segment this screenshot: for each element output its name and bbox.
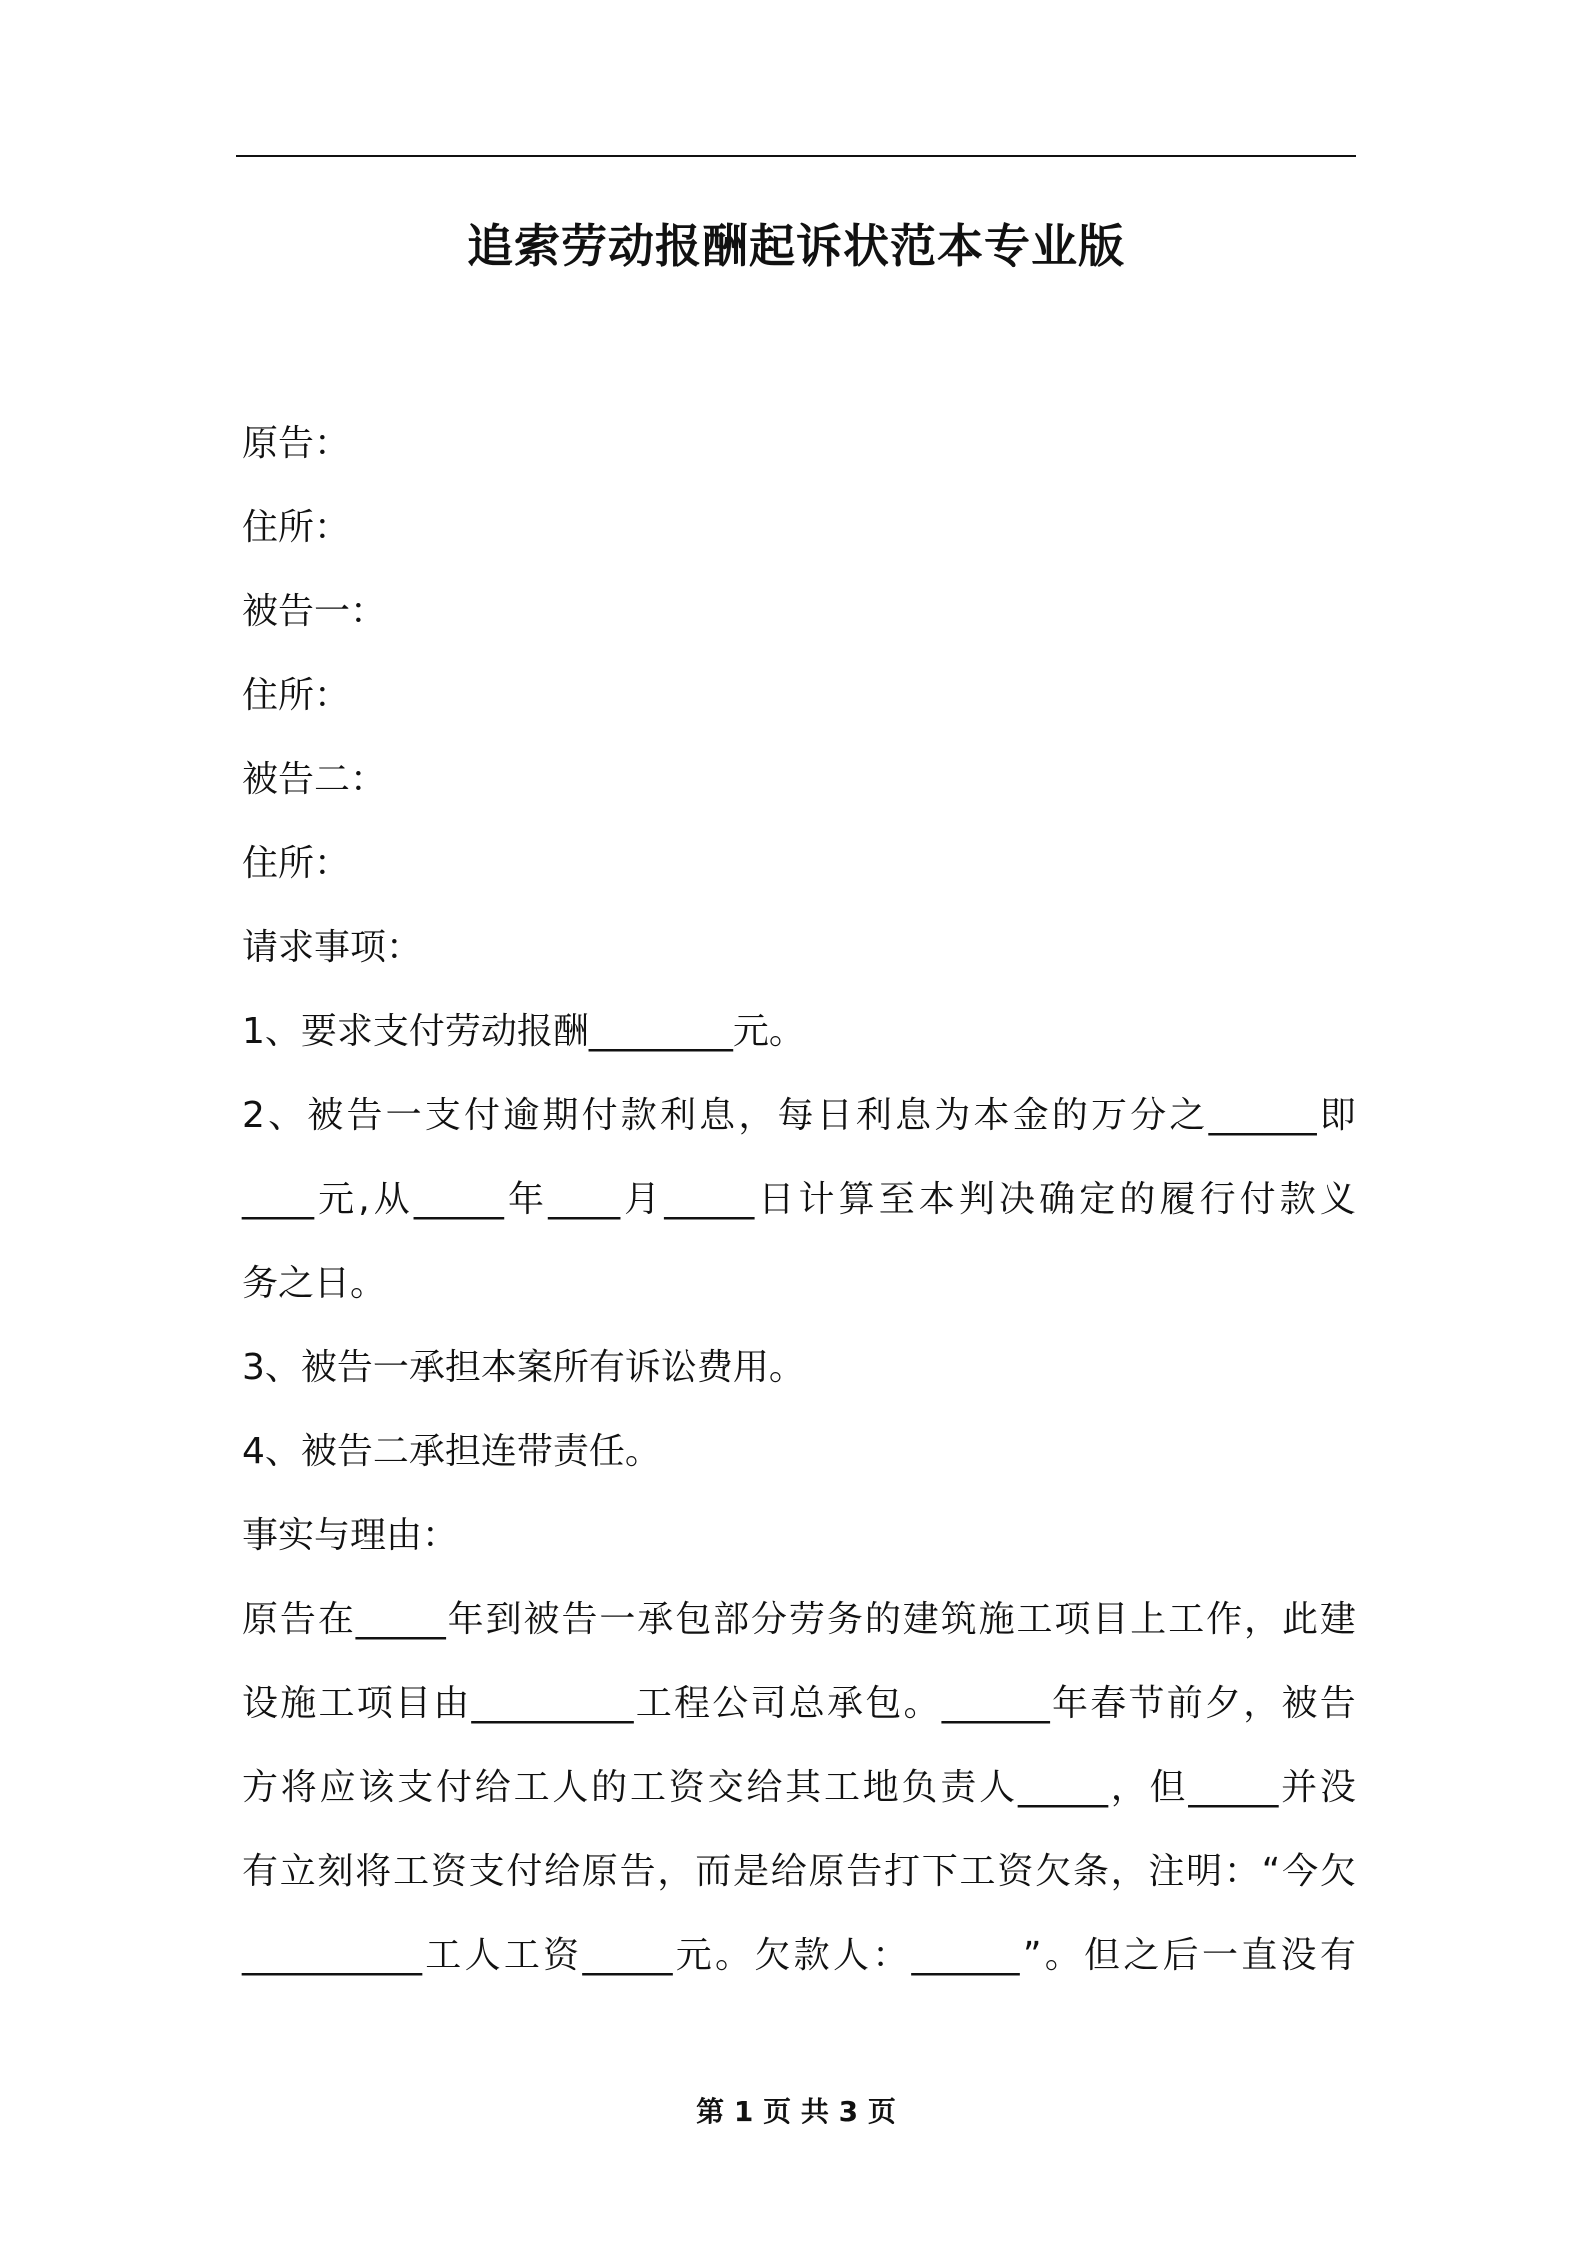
- text-run: 但: [1084, 1935, 1121, 1976]
- text-run: ：: [872, 1935, 909, 1976]
- text-run: _____: [355, 1599, 446, 1640]
- text-run: 2: [242, 1095, 265, 1136]
- text-run: _____: [664, 1179, 755, 1220]
- text-run: 设: [242, 1683, 279, 1724]
- text-run: 、: [268, 1095, 305, 1136]
- text-run: 资: [997, 1851, 1034, 1892]
- text-run: 该: [358, 1767, 395, 1808]
- text-run: 包: [865, 1683, 902, 1724]
- text-run: 息: [699, 1095, 736, 1136]
- text-run: 息: [895, 1095, 932, 1136]
- text-run: 由: [433, 1683, 470, 1724]
- text-run: 支: [468, 1851, 505, 1892]
- text-run: 。: [903, 1683, 940, 1724]
- claim-item-1: 1、要求支付劳动报酬________元。: [242, 1011, 805, 1052]
- text-run: 告: [346, 1095, 383, 1136]
- facts-paragraph-line-1: [242, 1578, 1356, 1662]
- text-run: 工: [1168, 1599, 1205, 1640]
- text-run: 但: [1149, 1767, 1186, 1808]
- text-run: ，: [1110, 1851, 1147, 1892]
- text-run: 决: [999, 1179, 1036, 1220]
- text-run: 资: [543, 1935, 580, 1976]
- text-run: 务: [826, 1599, 863, 1640]
- text-run: 支: [397, 1767, 434, 1808]
- claim-item-4: 4、被告二承担连带责任。: [242, 1431, 661, 1472]
- text-run: 立: [279, 1851, 316, 1892]
- text-run: 原: [242, 1599, 279, 1640]
- text-run: 总: [788, 1683, 825, 1724]
- text-run: 一: [1201, 1935, 1238, 1976]
- text-run: 告: [561, 1599, 598, 1640]
- facts-paragraph-line-5: [242, 1914, 1356, 1998]
- text-run: 给: [770, 1851, 807, 1892]
- text-run: 目: [1092, 1599, 1129, 1640]
- text-run: 交: [707, 1767, 744, 1808]
- text-run: 上: [1130, 1599, 1167, 1640]
- text-run: 行: [1199, 1179, 1236, 1220]
- text-run: 有: [1319, 1935, 1356, 1976]
- text-run: 劳: [788, 1599, 825, 1640]
- text-run: 应: [319, 1767, 356, 1808]
- text-run: 工: [393, 1851, 430, 1892]
- text-run: 付: [435, 1767, 472, 1808]
- document-title: 追索劳动报酬起诉状范本专业版: [467, 219, 1125, 273]
- document-body: [242, 402, 1356, 1998]
- text-run: 工: [635, 1683, 672, 1724]
- text-run: 目: [395, 1683, 432, 1724]
- text-run: _____: [582, 1935, 673, 1976]
- text-run: 项: [1054, 1599, 1091, 1640]
- text-run: 给: [746, 1767, 783, 1808]
- text-run: 付: [506, 1851, 543, 1892]
- text-run: 分: [1130, 1095, 1167, 1136]
- text-run: 的: [1119, 1179, 1156, 1220]
- text-run: 打: [884, 1851, 921, 1892]
- text-run: 节: [1128, 1683, 1165, 1724]
- text-run: _____: [1017, 1767, 1108, 1808]
- text-run: 款: [1279, 1179, 1316, 1220]
- text-run: 的: [1051, 1095, 1088, 1136]
- text-run: 年: [507, 1179, 544, 1220]
- text-run: 被: [307, 1095, 344, 1136]
- claims-heading: 请求事项：: [242, 927, 423, 968]
- text-run: ”: [1022, 1935, 1042, 1976]
- text-run: 后: [1162, 1935, 1199, 1976]
- text-run: _________: [471, 1683, 634, 1724]
- text-run: ,: [358, 1179, 370, 1220]
- text-run: 司: [750, 1683, 787, 1724]
- text-run: 将: [280, 1767, 317, 1808]
- text-run: 履: [1159, 1179, 1196, 1220]
- text-run: 是: [732, 1851, 769, 1892]
- text-run: 告: [1319, 1683, 1356, 1724]
- text-run: 工: [1016, 1599, 1053, 1640]
- defendant-one-address-line: 住所：: [242, 675, 351, 716]
- text-run: 而: [695, 1851, 732, 1892]
- text-run: _____: [413, 1179, 504, 1220]
- text-run: 资: [430, 1851, 467, 1892]
- text-run: 承: [826, 1683, 863, 1724]
- text-run: 有: [242, 1851, 279, 1892]
- text-run: 给: [474, 1767, 511, 1808]
- text-run: 分: [751, 1599, 788, 1640]
- text-run: 工: [629, 1767, 666, 1808]
- text-run: 之: [1123, 1935, 1160, 1976]
- text-run: 一: [599, 1599, 636, 1640]
- text-run: 本: [973, 1095, 1010, 1136]
- text-run: 欠: [754, 1935, 791, 1976]
- text-run: 的: [591, 1767, 628, 1808]
- text-run: 条: [1072, 1851, 1109, 1892]
- text-run: 付: [464, 1095, 501, 1136]
- facts-paragraph-line-4: [242, 1830, 1356, 1914]
- text-run: 万: [1091, 1095, 1128, 1136]
- text-run: 前: [1166, 1683, 1203, 1724]
- text-run: 并: [1281, 1767, 1318, 1808]
- text-run: 夕: [1204, 1683, 1241, 1724]
- text-run: 建: [902, 1599, 939, 1640]
- text-run: 一: [385, 1095, 422, 1136]
- text-run: 施: [978, 1599, 1015, 1640]
- text-run: ______: [1208, 1095, 1317, 1136]
- text-run: 。: [1044, 1935, 1081, 1976]
- text-run: 工: [513, 1767, 550, 1808]
- text-run: 给: [544, 1851, 581, 1892]
- text-run: ______: [911, 1935, 1020, 1976]
- claim-item-2-line-1: [242, 1074, 1356, 1158]
- text-run: 月: [624, 1179, 661, 1220]
- text-run: ____: [548, 1179, 621, 1220]
- text-run: 日: [758, 1179, 795, 1220]
- text-run: 工: [959, 1851, 996, 1892]
- text-run: ，: [738, 1095, 775, 1136]
- text-run: 责: [940, 1767, 977, 1808]
- text-run: 负: [901, 1767, 938, 1808]
- text-run: 确: [1039, 1179, 1076, 1220]
- page-number-footer: 第 1 页 共 3 页: [696, 2095, 896, 2128]
- text-run: 原: [581, 1851, 618, 1892]
- text-run: 下: [921, 1851, 958, 1892]
- defendant-two-line: 被告二：: [242, 759, 387, 800]
- text-run: ______: [941, 1683, 1050, 1724]
- text-run: 工: [425, 1935, 462, 1976]
- text-run: ，: [1244, 1599, 1281, 1640]
- text-run: 其: [785, 1767, 822, 1808]
- text-run: 被: [1281, 1683, 1318, 1724]
- text-run: 年: [1051, 1683, 1088, 1724]
- text-run: ：: [1223, 1851, 1260, 1892]
- header-rule: [236, 155, 1356, 157]
- text-run: 今: [1282, 1851, 1319, 1892]
- text-run: 作: [1206, 1599, 1243, 1640]
- text-run: 元: [675, 1935, 712, 1976]
- text-run: 人: [979, 1767, 1016, 1808]
- text-run: 义: [1319, 1179, 1356, 1220]
- text-run: 到: [485, 1599, 522, 1640]
- text-run: 至: [878, 1179, 915, 1220]
- text-run: 款: [620, 1095, 657, 1136]
- text-run: 欠: [1035, 1851, 1072, 1892]
- text-run: 明: [1186, 1851, 1223, 1892]
- text-run: 建: [1319, 1599, 1356, 1640]
- text-run: 地: [862, 1767, 899, 1808]
- text-run: 元: [318, 1179, 355, 1220]
- text-run: 利: [659, 1095, 696, 1136]
- text-run: __________: [242, 1935, 422, 1976]
- text-run: “: [1261, 1851, 1281, 1892]
- text-run: 期: [542, 1095, 579, 1136]
- text-run: 金: [1012, 1095, 1049, 1136]
- text-run: 没: [1319, 1767, 1356, 1808]
- text-run: ____: [242, 1179, 314, 1220]
- text-run: 计: [798, 1179, 835, 1220]
- facts-heading: 事实与理由：: [242, 1515, 459, 1556]
- text-run: 告: [279, 1599, 316, 1640]
- text-run: 资: [668, 1767, 705, 1808]
- text-run: 告: [619, 1851, 656, 1892]
- text-run: 施: [280, 1683, 317, 1724]
- plaintiff-address-line: 住所：: [242, 507, 351, 548]
- text-run: 为: [934, 1095, 971, 1136]
- text-run: 包: [675, 1599, 712, 1640]
- text-run: 。: [715, 1935, 752, 1976]
- text-run: 支: [424, 1095, 461, 1136]
- text-run: 工: [823, 1767, 860, 1808]
- facts-paragraph-line-2: [242, 1662, 1356, 1746]
- text-run: 告: [846, 1851, 883, 1892]
- text-run: 利: [855, 1095, 892, 1136]
- text-run: 付: [1239, 1179, 1276, 1220]
- text-run: 从: [373, 1179, 410, 1220]
- claim-item-3: 3、被告一承担本案所有诉讼费用。: [242, 1347, 805, 1388]
- text-run: 之: [1169, 1095, 1206, 1136]
- text-run: 工: [503, 1935, 540, 1976]
- text-run: ，: [657, 1851, 694, 1892]
- text-run: 人: [552, 1767, 589, 1808]
- text-run: 人: [832, 1935, 869, 1976]
- text-run: 部: [713, 1599, 750, 1640]
- text-run: 筑: [940, 1599, 977, 1640]
- text-run: 判: [958, 1179, 995, 1220]
- text-run: 程: [673, 1683, 710, 1724]
- facts-paragraph-line-3: [242, 1746, 1356, 1830]
- text-run: 人: [464, 1935, 501, 1976]
- text-run: 公: [712, 1683, 749, 1724]
- text-run: ，: [1110, 1767, 1147, 1808]
- text-run: 项: [356, 1683, 393, 1724]
- text-run: 欠: [1319, 1851, 1356, 1892]
- text-run: 本: [918, 1179, 955, 1220]
- text-run: 定: [1079, 1179, 1116, 1220]
- text-run: 每: [777, 1095, 814, 1136]
- text-run: 款: [793, 1935, 830, 1976]
- text-run: 年: [447, 1599, 484, 1640]
- text-run: 的: [864, 1599, 901, 1640]
- text-run: 算: [838, 1179, 875, 1220]
- text-run: 在: [317, 1599, 354, 1640]
- text-run: 方: [242, 1767, 279, 1808]
- text-run: ，: [1243, 1683, 1280, 1724]
- text-run: 原: [808, 1851, 845, 1892]
- text-run: 此: [1281, 1599, 1318, 1640]
- claim-item-2-line-2: [242, 1158, 1356, 1242]
- defendant-two-address-line: 住所：: [242, 843, 351, 884]
- defendant-one-line: 被告一：: [242, 591, 387, 632]
- text-run: 被: [523, 1599, 560, 1640]
- text-run: 工: [318, 1683, 355, 1724]
- plaintiff-line: 原告：: [242, 423, 351, 464]
- text-run: 日: [816, 1095, 853, 1136]
- text-run: 逾: [503, 1095, 540, 1136]
- text-run: 没: [1280, 1935, 1317, 1976]
- text-run: 刻: [317, 1851, 354, 1892]
- text-run: 承: [637, 1599, 674, 1640]
- text-run: _____: [1188, 1767, 1279, 1808]
- text-run: 即: [1319, 1095, 1356, 1136]
- text-run: 将: [355, 1851, 392, 1892]
- text-run: 春: [1090, 1683, 1127, 1724]
- text-run: 直: [1241, 1935, 1278, 1976]
- text-run: 付: [581, 1095, 618, 1136]
- text-run: 注: [1148, 1851, 1185, 1892]
- claim-item-2-line-3: 务之日。: [242, 1263, 387, 1304]
